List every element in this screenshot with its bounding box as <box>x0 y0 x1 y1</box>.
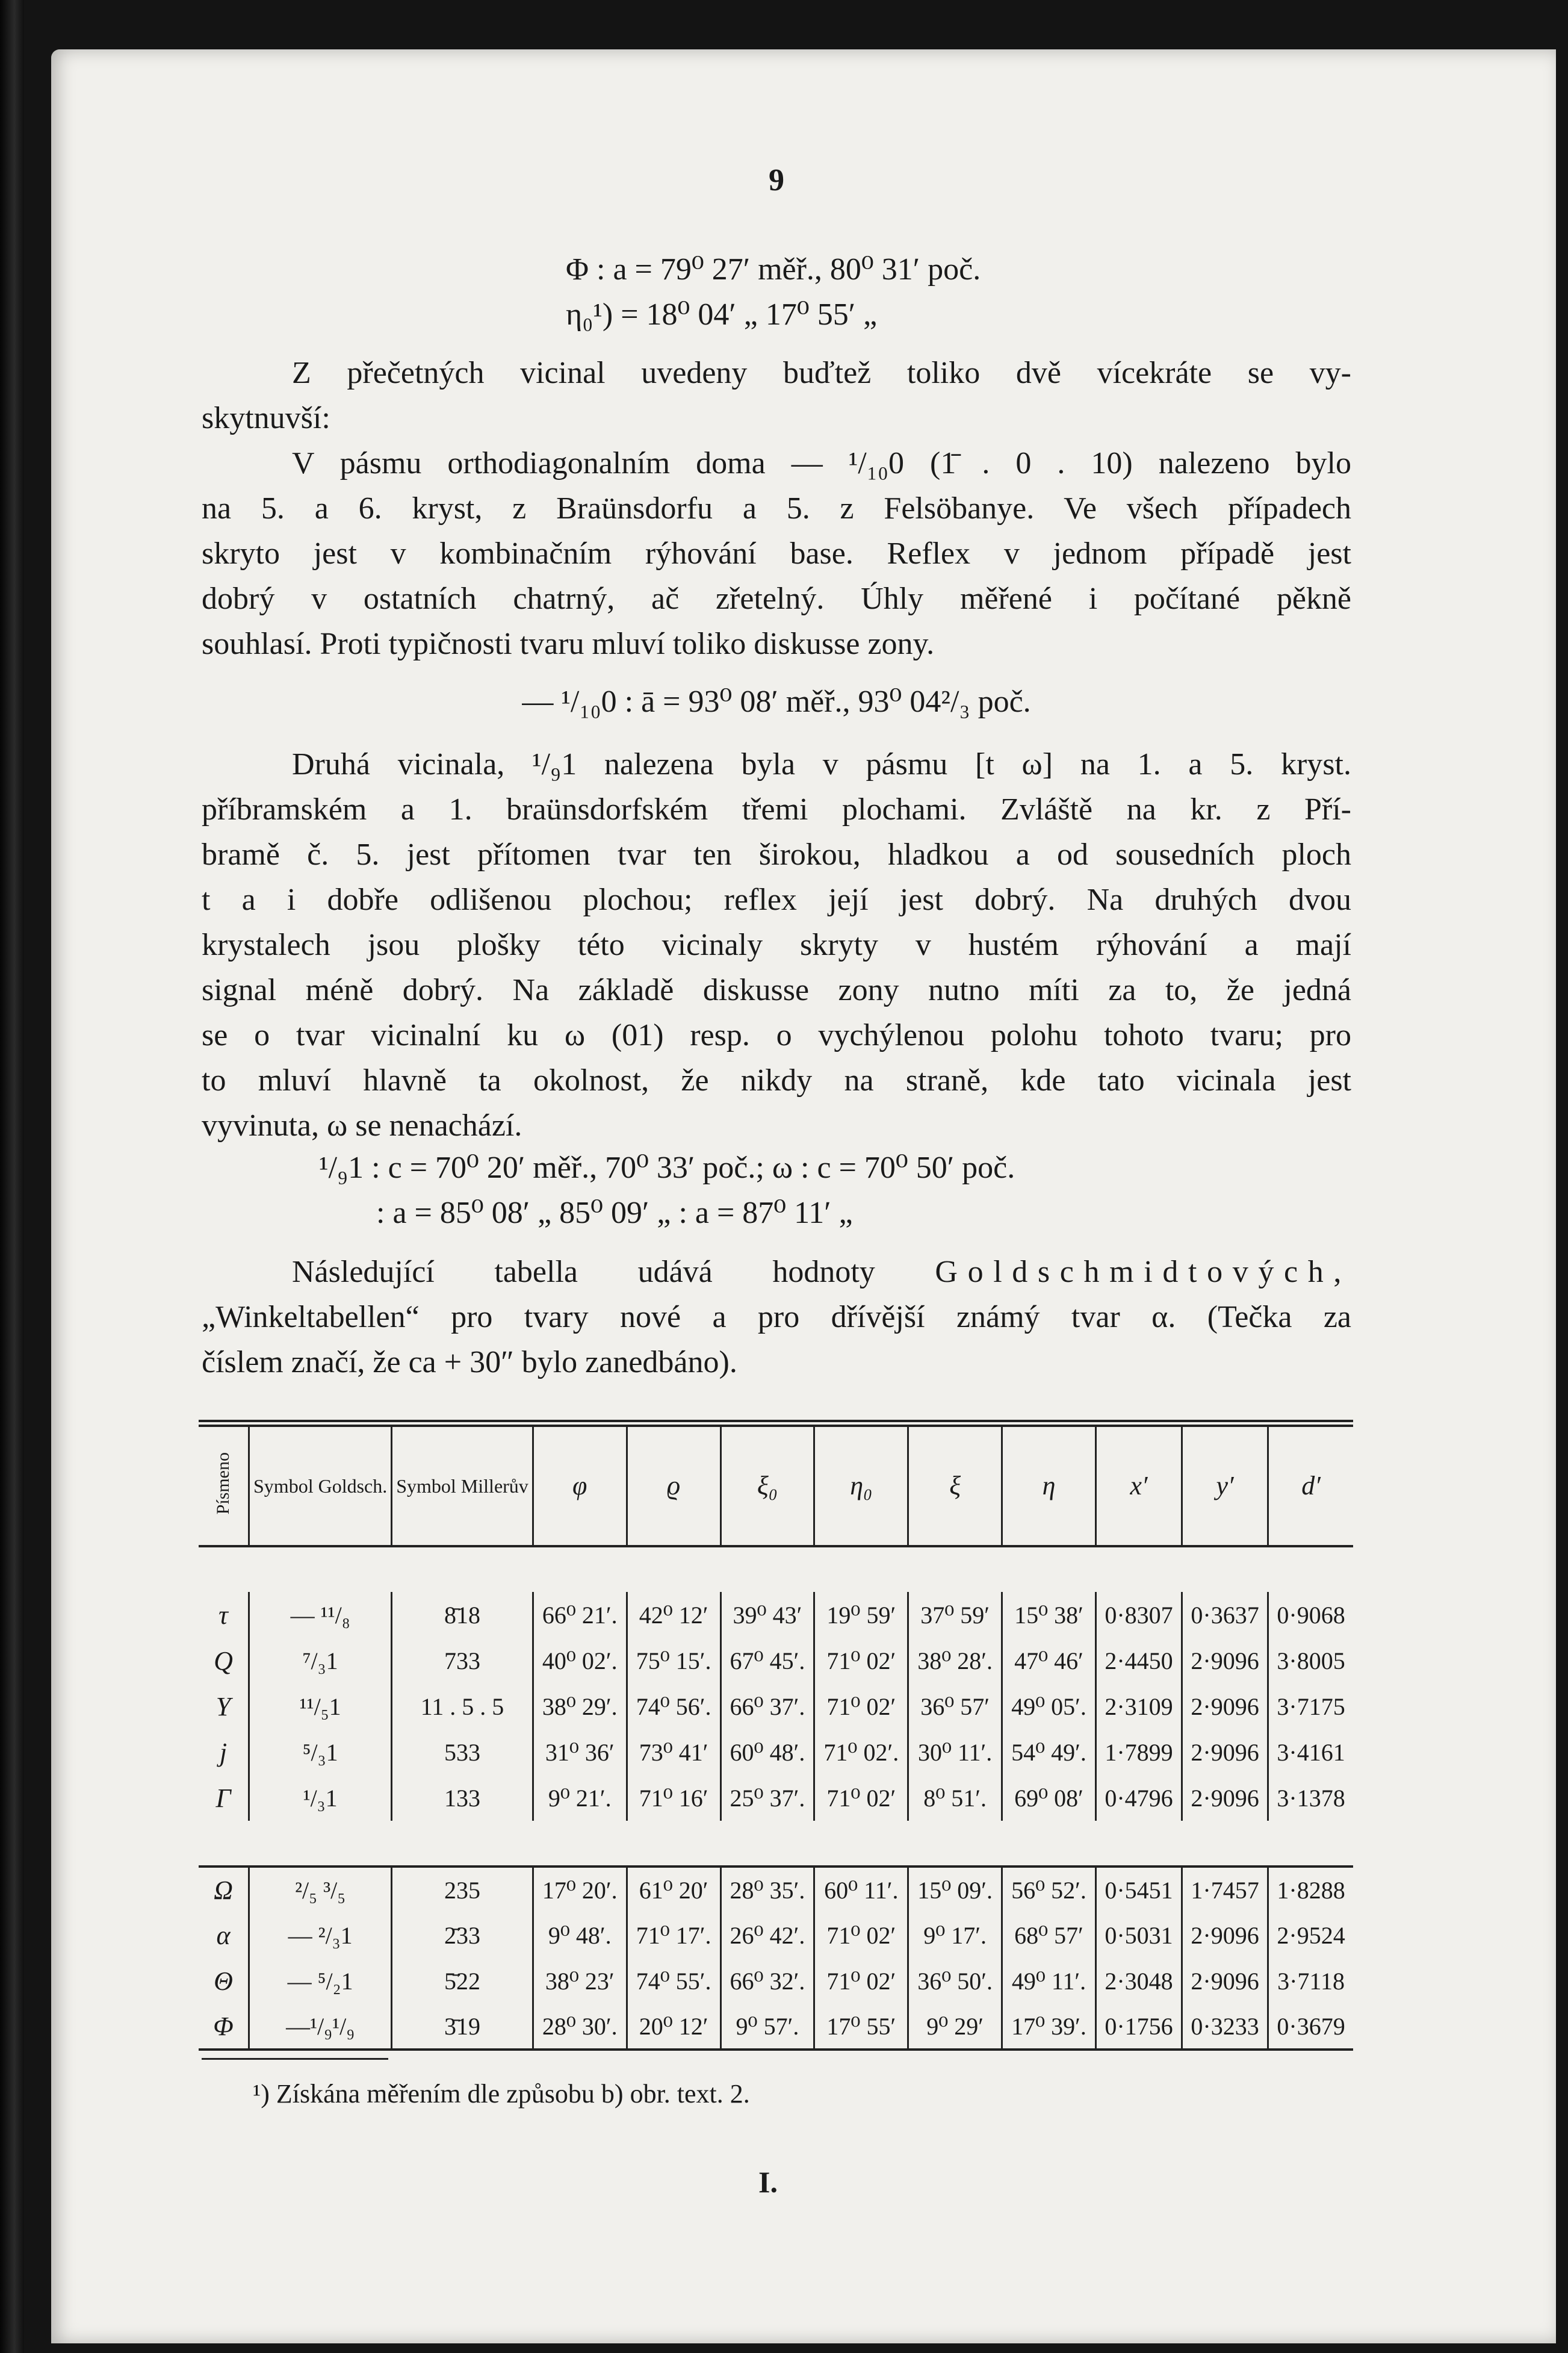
text-line: krystalech jsou plošky této vicinaly skryty v hustém rýhování a mají <box>202 928 1351 962</box>
text-line: číslem značí, že ca + 30″ bylo zanedbáno). <box>202 1345 737 1379</box>
cell-rho: 42⁰ 12′ <box>627 1592 720 1638</box>
cell-goldsch: — ¹¹/₈ <box>249 1592 392 1638</box>
cell-letter: Q <box>214 1646 233 1676</box>
cell-eta: 47⁰ 46′ <box>1002 1638 1096 1683</box>
cell-rho: 73⁰ 41′ <box>627 1729 720 1775</box>
cell-miller: 5̄22 <box>392 1958 533 2004</box>
cell-x: 2·4450 <box>1095 1638 1182 1683</box>
cell-phi: 9⁰ 48′. <box>533 1912 627 1958</box>
cell-xi0: 39⁰ 43′ <box>720 1592 814 1638</box>
cell-xi: 15⁰ 09′. <box>908 1867 1002 1912</box>
cell-xi0: 28⁰ 35′. <box>720 1867 814 1912</box>
equation-vicinal-1 <box>202 679 1351 724</box>
cell-phi: 17⁰ 20′. <box>533 1867 627 1912</box>
cell-xi: 38⁰ 28′. <box>908 1638 1002 1683</box>
cell-letter: Γ <box>215 1783 231 1813</box>
cell-eta: 17⁰ 39′. <box>1002 2004 1096 2050</box>
cell-letter: τ <box>218 1600 228 1630</box>
cell-letter: j <box>219 1737 228 1767</box>
cell-phi: 38⁰ 29′. <box>533 1683 627 1729</box>
cell-xi: 36⁰ 50′. <box>908 1958 1002 2004</box>
cell-eta0: 71⁰ 02′ <box>814 1683 908 1729</box>
equation-line: η₀¹) = 18⁰ 04′ „ 17⁰ 55′ „ <box>566 297 878 332</box>
cell-goldsch: — ⁵/₂1 <box>249 1958 392 2004</box>
cell-d: 3·8005 <box>1268 1638 1353 1683</box>
header-y: y′ <box>1182 1426 1268 1546</box>
equation-phi <box>566 247 1348 337</box>
text-line: souhlasí. Proti typičnosti tvaru mluví toliko diskusse zony. <box>202 627 935 661</box>
cell-x: 2·3048 <box>1095 1958 1182 2004</box>
cell-miller: 533 <box>392 1729 533 1775</box>
cell-rho: 71⁰ 16′ <box>627 1775 720 1821</box>
cell-phi: 38⁰ 23′ <box>533 1958 627 2004</box>
cell-goldsch: ⁵/₃1 <box>249 1729 392 1775</box>
cell-letter: Φ <box>213 2011 234 2041</box>
cell-goldsch: ¹¹/₅1 <box>249 1683 392 1729</box>
text-line: skytnuvší: <box>202 401 330 435</box>
cell-xi0: 67⁰ 45′. <box>720 1638 814 1683</box>
cell-letter: Ω <box>214 1875 233 1905</box>
cell-y: 0·3233 <box>1182 2004 1268 2050</box>
spaced-text-run: Goldschmidtových, <box>935 1255 1351 1289</box>
cell-goldsch: ⁷/₃1 <box>249 1638 392 1683</box>
table-row <box>199 1638 1353 1683</box>
cell-d: 0·9068 <box>1268 1592 1353 1638</box>
cell-xi0: 9⁰ 57′. <box>720 2004 814 2050</box>
cell-xi0: 25⁰ 37′. <box>720 1775 814 1821</box>
equation-vicinal-2 <box>319 1145 1282 1236</box>
table-row <box>199 1775 1353 1821</box>
cell-d: 3·4161 <box>1268 1729 1353 1775</box>
cell-rho: 20⁰ 12′ <box>627 2004 720 2050</box>
cell-xi: 36⁰ 57′ <box>908 1683 1002 1729</box>
equation-line: ¹/₉1 : c = 70⁰ 20′ měř., 70⁰ 33′ poč.; ω : c = 70⁰ 50′ poč. <box>319 1151 1015 1185</box>
header-d: d′ <box>1268 1426 1353 1546</box>
table-group-1 <box>199 1546 1353 1867</box>
header-xi0: ξ₀ <box>720 1426 814 1546</box>
table-row <box>199 1958 1353 2004</box>
cell-eta0: 17⁰ 55′ <box>814 2004 908 2050</box>
table-top-rule <box>199 1421 1353 1426</box>
cell-x: 0·5031 <box>1095 1912 1182 1958</box>
table-row <box>199 1867 1353 1912</box>
cell-xi: 8⁰ 51′. <box>908 1775 1002 1821</box>
cell-y: 2·9096 <box>1182 1638 1268 1683</box>
cell-y: 2·9096 <box>1182 1683 1268 1729</box>
text-run: Následující tabella udává hodnoty <box>292 1255 875 1289</box>
header-xi: ξ <box>908 1426 1002 1546</box>
cell-eta0: 19⁰ 59′ <box>814 1592 908 1638</box>
cell-miller: 3̄19 <box>392 2004 533 2050</box>
cell-phi: 66⁰ 21′. <box>533 1592 627 1638</box>
cell-d: 3·7175 <box>1268 1683 1353 1729</box>
table-spacer <box>199 1546 1353 1592</box>
printer-signature: I. <box>758 2165 778 2199</box>
cell-y: 2·9096 <box>1182 1912 1268 1958</box>
cell-y: 2·9096 <box>1182 1729 1268 1775</box>
cell-letter: Y <box>215 1691 231 1721</box>
cell-y: 1·7457 <box>1182 1867 1268 1912</box>
text-line: na 5. a 6. kryst, z Braünsdorfu a 5. z Felsöbanye. Ve všech případech <box>202 491 1351 526</box>
cell-letter: α <box>216 1920 231 1950</box>
cell-eta: 69⁰ 08′ <box>1002 1775 1096 1821</box>
cell-miller: 133 <box>392 1775 533 1821</box>
cell-x: 0·5451 <box>1095 1867 1182 1912</box>
cell-rho: 74⁰ 55′. <box>627 1958 720 2004</box>
cell-eta0: 71⁰ 02′ <box>814 1958 908 2004</box>
paragraph-second-vicinal <box>202 742 1351 1148</box>
footnote-rule <box>202 2058 388 2060</box>
cell-eta: 56⁰ 52′. <box>1002 1867 1096 1912</box>
text-line: skryto jest v kombinačním rýhování base. Reflex v jednom případě jest <box>202 536 1351 571</box>
paragraph-table-intro <box>202 1249 1351 1385</box>
cell-eta: 49⁰ 11′. <box>1002 1958 1096 2004</box>
cell-eta: 49⁰ 05′. <box>1002 1683 1096 1729</box>
cell-miller: 2̄33 <box>392 1912 533 1958</box>
cell-xi: 30⁰ 11′. <box>908 1729 1002 1775</box>
text-line: příbramském a 1. braünsdorfském třemi plochami. Zvláště na kr. z Pří- <box>202 792 1351 827</box>
header-x: x′ <box>1095 1426 1182 1546</box>
cell-x: 0·1756 <box>1095 2004 1182 2050</box>
cell-rho: 71⁰ 17′. <box>627 1912 720 1958</box>
cell-goldsch: — ²/₃1 <box>249 1912 392 1958</box>
table-row <box>199 2004 1353 2050</box>
equation-line: : a = 85⁰ 08′ „ 85⁰ 09′ „ : a = 87⁰ 11′ „ <box>376 1196 853 1230</box>
header-symbol-goldsch: Symbol Goldsch. <box>249 1426 392 1546</box>
cell-xi0: 66⁰ 37′. <box>720 1683 814 1729</box>
cell-eta: 54⁰ 49′. <box>1002 1729 1096 1775</box>
text-line: se o tvar vicinalní ku ω (01) resp. o vychýlenou polohu tohoto tvaru; pro <box>202 1018 1351 1052</box>
cell-rho: 74⁰ 56′. <box>627 1683 720 1729</box>
text-line: t a i dobře odlišenou plochou; reflex její jest dobrý. Na druhých dvou <box>202 883 1351 917</box>
cell-y: 2·9096 <box>1182 1958 1268 2004</box>
text-line: bramě č. 5. jest přítomen tvar ten širokou, hladkou a od sousedních ploch <box>202 838 1351 872</box>
cell-xi: 37⁰ 59′ <box>908 1592 1002 1638</box>
cell-d: 3·1378 <box>1268 1775 1353 1821</box>
cell-y: 2·9096 <box>1182 1775 1268 1821</box>
header-eta0: η₀ <box>814 1426 908 1546</box>
text-line: dobrý v ostatních chatrný, ač zřetelný. Úhly měřené i počítané pěkně <box>202 582 1351 616</box>
cell-phi: 28⁰ 30′. <box>533 2004 627 2050</box>
cell-miller: 733 <box>392 1638 533 1683</box>
cell-eta: 68⁰ 57′ <box>1002 1912 1096 1958</box>
cell-d: 0·3679 <box>1268 2004 1353 2050</box>
header-phi: φ <box>533 1426 627 1546</box>
cell-phi: 9⁰ 21′. <box>533 1775 627 1821</box>
cell-x: 0·8307 <box>1095 1592 1182 1638</box>
cell-xi0: 60⁰ 48′. <box>720 1729 814 1775</box>
winkeltabellen-table <box>199 1420 1353 2051</box>
table-row <box>199 1729 1353 1775</box>
cell-xi: 9⁰ 17′. <box>908 1912 1002 1958</box>
book-spine-shadow <box>0 0 24 2353</box>
equation-line: Φ : a = 79⁰ 27′ měř., 80⁰ 31′ poč. <box>566 252 981 287</box>
text-line <box>202 1249 1351 1295</box>
cell-goldsch: ²/₅ ³/₅ <box>249 1867 392 1912</box>
cell-eta0: 60⁰ 11′. <box>814 1867 908 1912</box>
cell-rho: 75⁰ 15′. <box>627 1638 720 1683</box>
cell-eta: 15⁰ 38′ <box>1002 1592 1096 1638</box>
table-header-row <box>199 1426 1353 1546</box>
cell-letter: Θ <box>214 1966 233 1996</box>
cell-phi: 40⁰ 02′. <box>533 1638 627 1683</box>
table-spacer <box>199 1821 1353 1867</box>
text-line: signal méně dobrý. Na základě diskusse zony nutno míti za to, že jedná <box>202 973 1351 1007</box>
text-line: Z přečetných vicinal uvedeny buďtež toliko dvě vícekráte se vy- <box>292 356 1351 390</box>
paragraph-intro <box>202 350 1351 441</box>
header-pismeno-text: Písmeno <box>213 1452 233 1515</box>
table-row <box>199 1683 1353 1729</box>
cell-y: 0·3637 <box>1182 1592 1268 1638</box>
table-group-2 <box>199 1867 1353 2050</box>
cell-rho: 61⁰ 20′ <box>627 1867 720 1912</box>
cell-x: 1·7899 <box>1095 1729 1182 1775</box>
text-line: to mluví hlavně ta okolnost, že nikdy na straně, kde tato vicinala jest <box>202 1063 1351 1098</box>
header-eta: η <box>1002 1426 1096 1546</box>
table-row <box>199 1592 1353 1638</box>
cell-eta0: 71⁰ 02′ <box>814 1912 908 1958</box>
table-row <box>199 1912 1353 1958</box>
cell-goldsch: ¹/₃1 <box>249 1775 392 1821</box>
text-line: vyvinuta, ω se nenachází. <box>202 1108 522 1143</box>
cell-d: 1·8288 <box>1268 1867 1353 1912</box>
cell-x: 2·3109 <box>1095 1683 1182 1729</box>
cell-xi: 9⁰ 29′ <box>908 2004 1002 2050</box>
page-number: 9 <box>769 163 784 197</box>
cell-eta0: 71⁰ 02′. <box>814 1729 908 1775</box>
text-line: V pásmu orthodiagonalním doma — ¹/₁₀0 (1̄ . 0 . 10) nalezeno bylo <box>292 446 1351 480</box>
header-pismeno <box>199 1426 249 1546</box>
cell-xi0: 66⁰ 32′. <box>720 1958 814 2004</box>
paragraph-orthodiagonal <box>202 441 1351 667</box>
cell-d: 2·9524 <box>1268 1912 1353 1958</box>
cell-eta0: 71⁰ 02′ <box>814 1638 908 1683</box>
cell-x: 0·4796 <box>1095 1775 1182 1821</box>
cell-goldsch: —¹/₉¹/₉ <box>249 2004 392 2050</box>
cell-d: 3·7118 <box>1268 1958 1353 2004</box>
cell-miller: 11 . 5 . 5 <box>392 1683 533 1729</box>
equation-line: — ¹/₁₀0 : ā = 93⁰ 08′ měř., 93⁰ 04²/₃ poč. <box>522 685 1031 719</box>
cell-xi0: 26⁰ 42′. <box>720 1912 814 1958</box>
cell-phi: 31⁰ 36′ <box>533 1729 627 1775</box>
header-rho: ϱ <box>627 1426 720 1546</box>
footnote: ¹) Získána měřením dle způsobu b) obr. text. 2. <box>253 2079 750 2109</box>
cell-eta0: 71⁰ 02′ <box>814 1775 908 1821</box>
cell-miller: 235 <box>392 1867 533 1912</box>
cell-miller: 8̄18 <box>392 1592 533 1638</box>
header-symbol-miller: Symbol Millerův <box>392 1426 533 1546</box>
text-line: Druhá vicinala, ¹/₉1 nalezena byla v pásmu [t ω] na 1. a 5. kryst. <box>292 747 1351 782</box>
text-line: „Winkeltabellen“ pro tvary nové a pro dřívější známý tvar α. (Tečka za <box>202 1300 1351 1334</box>
